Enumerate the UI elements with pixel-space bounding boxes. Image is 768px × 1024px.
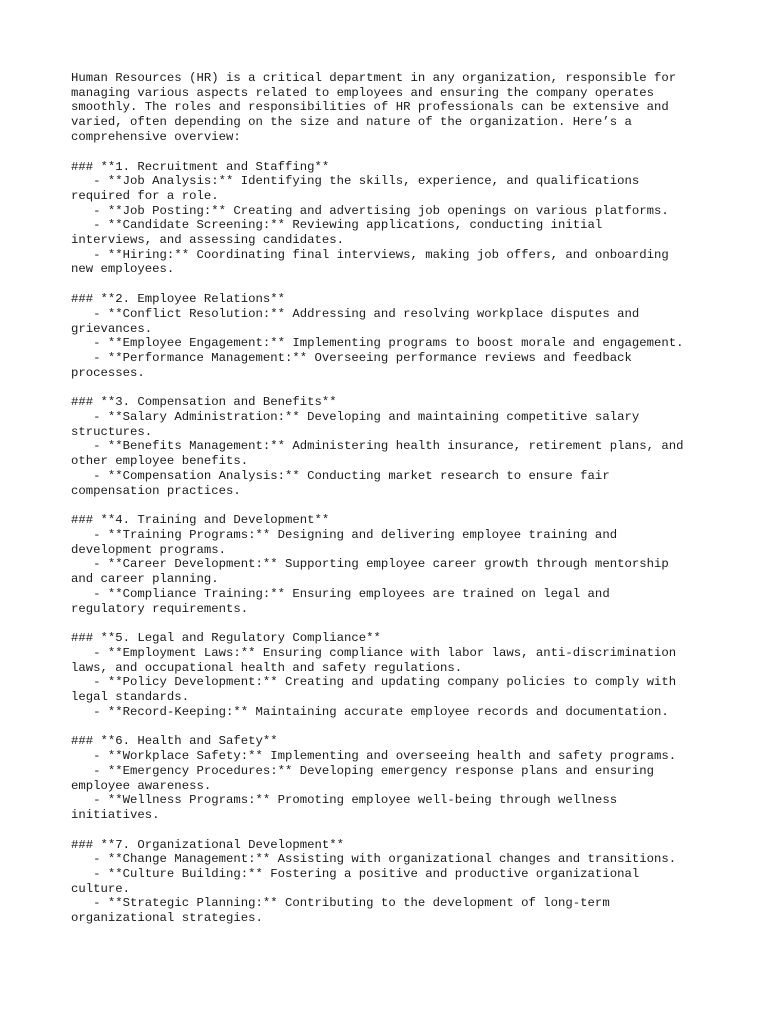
section-recruitment — [71, 160, 711, 278]
list-item: - **Strategic Planning:** Contributing to the development of long-term organizational strategies. — [71, 896, 610, 926]
list-item: - **Career Development:** Supporting employee career growth through mentorship and career planning. — [71, 557, 669, 587]
list-item: - **Candidate Screening:** Reviewing applications, conducting initial interviews, and assessing candidates. — [71, 218, 603, 248]
list-item: - **Policy Development:** Creating and updating company policies to comply with legal standards. — [71, 675, 677, 705]
list-item: - **Compliance Training:** Ensuring employees are trained on legal and regulatory requirements. — [71, 586, 610, 616]
list-item: - **Conflict Resolution:** Addressing and resolving workplace disputes and grievances. — [71, 306, 640, 336]
section-heading: ### **6. Health and Safety** — [71, 734, 278, 749]
section-employee-relations — [71, 292, 711, 380]
list-item: - **Wellness Programs:** Promoting employee well-being through wellness initiatives. — [71, 793, 618, 822]
section-heading: ### **7. Organizational Development** — [71, 837, 345, 852]
list-item: - **Employment Laws:** Ensuring compliance with labor laws, anti-discrimination laws, and occupational health and safety regulations. — [71, 645, 677, 675]
list-item: - **Salary Administration:** Developing and maintaining competitive salary structures. — [71, 410, 640, 439]
list-item: - **Hiring:** Coordinating final interviews, making job offers, and onboarding new employees. — [71, 247, 669, 277]
section-heading: ### **1. Recruitment and Staffing** — [71, 159, 330, 174]
list-item: - **Emergency Procedures:** Developing emergency response plans and ensuring employee awareness. — [71, 763, 654, 793]
list-item: - **Culture Building:** Fostering a positive and productive organizational culture. — [71, 867, 640, 896]
section-compensation — [71, 395, 711, 498]
list-item: - **Change Management:** Assisting with organizational changes and transitions. — [71, 852, 677, 867]
section-heading: ### **3. Compensation and Benefits** — [71, 395, 337, 410]
list-item: - **Job Analysis:** Identifying the skills, experience, and qualifications required for a role. — [71, 174, 640, 203]
section-heading: ### **5. Legal and Regulatory Compliance** — [71, 631, 381, 646]
list-item: - **Compensation Analysis:** Conducting market research to ensure fair compensation practices. — [71, 468, 610, 498]
intro-paragraph: Human Resources (HR) is a critical department in any organization, responsible for managing various aspects related to employees and ensuring the company operates smoothly. The roles and responsibilities of HR professionals can be extensive and varied, often depending on the size and nature of the organization. Here’s a comprehensive overview: — [71, 71, 677, 144]
list-item: - **Performance Management:** Overseeing performance reviews and feedback processes. — [71, 350, 632, 380]
list-item: - **Record-Keeping:** Maintaining accurate employee records and documentation. — [71, 704, 669, 719]
list-item: - **Job Posting:** Creating and advertising job openings on various platforms. — [71, 203, 669, 218]
section-organizational-development — [71, 838, 711, 926]
list-item: - **Employee Engagement:** Implementing programs to boost morale and engagement. — [71, 336, 684, 351]
list-item: - **Benefits Management:** Administering health insurance, retirement plans, and other employee benefits. — [71, 439, 684, 469]
list-item: - **Training Programs:** Designing and delivering employee training and development programs. — [71, 527, 618, 557]
section-training — [71, 513, 711, 616]
section-legal-compliance — [71, 631, 711, 719]
section-heading: ### **4. Training and Development** — [71, 513, 330, 528]
section-heading: ### **2. Employee Relations** — [71, 292, 286, 307]
document-page — [71, 71, 711, 941]
list-item: - **Workplace Safety:** Implementing and overseeing health and safety programs. — [71, 749, 677, 764]
section-health-safety — [71, 734, 711, 822]
